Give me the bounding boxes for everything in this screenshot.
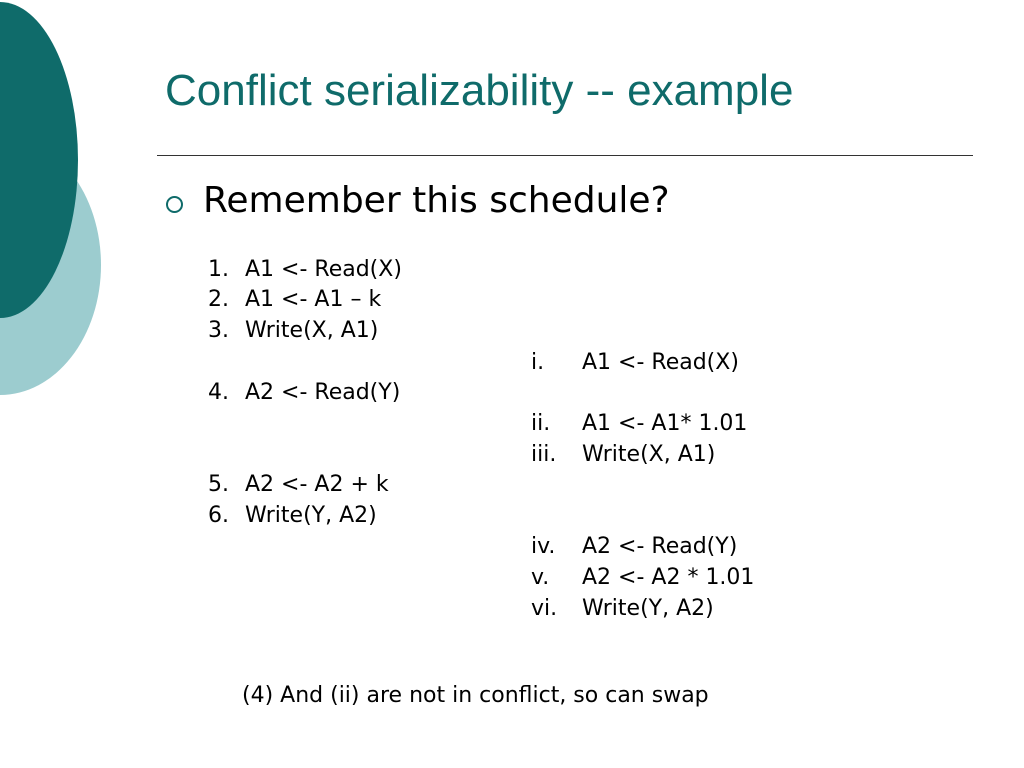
step-number: iv. [531, 534, 556, 559]
step-number: 3. [208, 318, 229, 343]
step-number: ii. [531, 411, 551, 436]
step-text: Write(Y, A2) [245, 503, 377, 528]
left-step-6 [208, 503, 488, 529]
step-text: A2 <- Read(Y) [582, 534, 738, 559]
step-text: A2 <- A2 * 1.01 [582, 565, 755, 590]
step-text: A1 <- Read(X) [582, 350, 739, 375]
decorative-circles [0, 0, 110, 400]
left-step-4 [208, 380, 488, 406]
left-step-5 [208, 472, 488, 498]
right-step-vi [531, 596, 831, 622]
left-step-1 [208, 257, 488, 283]
step-number: 5. [208, 472, 229, 497]
slide-title: Conflict serializability -- example [165, 66, 794, 115]
title-divider [157, 155, 973, 156]
step-number: vi. [531, 596, 558, 621]
step-number: v. [531, 565, 550, 590]
step-text: A2 <- Read(Y) [245, 380, 401, 405]
step-number: i. [531, 350, 545, 375]
right-step-i [531, 350, 831, 376]
step-text: A1 <- A1 – k [245, 287, 382, 312]
step-text: Write(Y, A2) [582, 596, 714, 621]
step-number: 4. [208, 380, 229, 405]
step-text: A2 <- A2 + k [245, 472, 389, 497]
right-step-ii [531, 411, 831, 437]
step-number: 2. [208, 287, 229, 312]
step-text: Write(X, A1) [582, 442, 716, 467]
step-text: Write(X, A1) [245, 318, 379, 343]
left-step-2 [208, 287, 488, 313]
footer-note: (4) And (ii) are not in conflict, so can swap [242, 683, 709, 708]
right-step-iv [531, 534, 831, 560]
bullet-text: Remember this schedule? [203, 180, 670, 221]
right-step-iii [531, 442, 831, 468]
right-step-v [531, 565, 831, 591]
step-text: A1 <- A1* 1.01 [582, 411, 748, 436]
step-number: iii. [531, 442, 557, 467]
step-number: 1. [208, 257, 229, 282]
step-text: A1 <- Read(X) [245, 257, 402, 282]
step-number: 6. [208, 503, 229, 528]
circle-bullet-icon [166, 196, 183, 213]
left-step-3 [208, 318, 488, 344]
